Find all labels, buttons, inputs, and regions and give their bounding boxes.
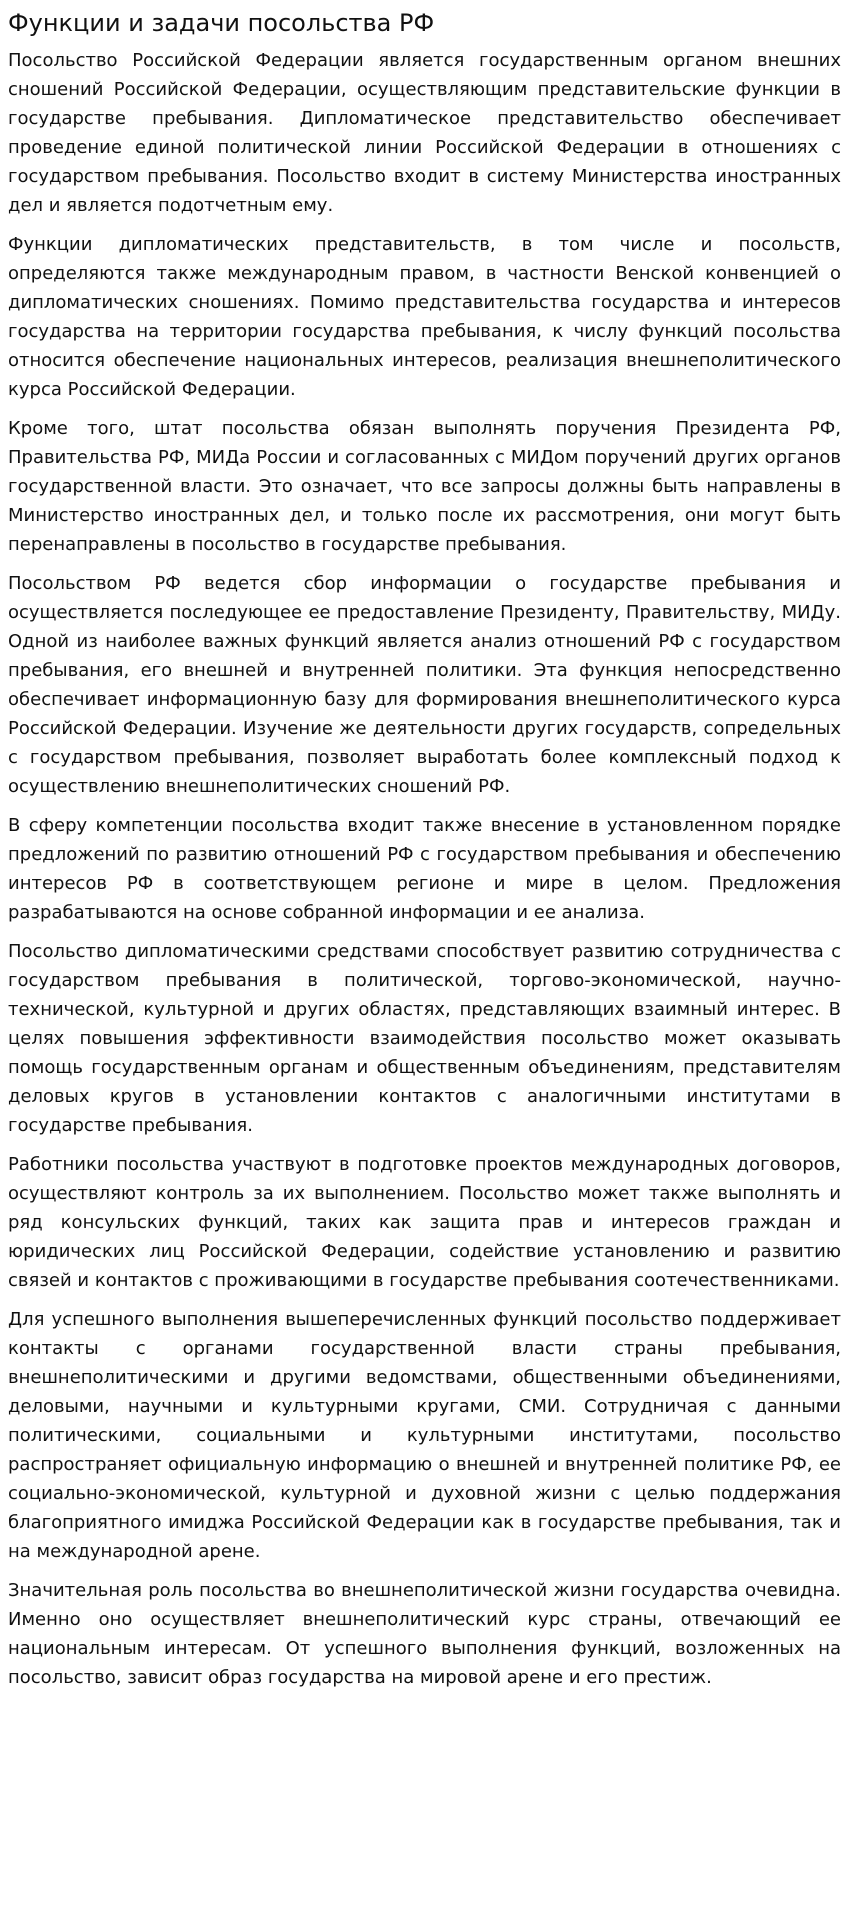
paragraph-4: Посольством РФ ведется сбор информации о государстве пребывания и осуществляется последующее ее предоставление Президенту, Правительству, МИДу. Одной из наиболее важных функций является анализ отношений РФ с государством пребывания, его внешней и внутренней политики. Эта функция непосредственно обеспечивает информационную базу для формирования внешнеполитического курса Российской Федерации. Изучение же деятельности других государств, сопредельных с государством пребывания, позволяет выработать более комплексный подход к осуществлению внешнеполитических сношений РФ. <box>8 573 841 797</box>
paragraph-7: Работники посольства участвуют в подготовке проектов международных договоров, осуществляют контроль за их выполнением. Посольство может также выполнять и ряд консульских функций, таких как защита прав и интересов граждан и юридических лиц Российской Федерации, содействие установлению и развитию связей и контактов с проживающими в государстве пребывания соотечественниками. <box>8 1154 841 1291</box>
paragraph-3: Кроме того, штат посольства обязан выполнять поручения Президента РФ, Правительства РФ, МИДа России и согласованных с МИДом поручений других органов государственной власти. Это означает, что все запросы должны быть направлены в Министерство иностранных дел, и только после их рассмотрения, они могут быть перенаправлены в посольство в государстве пребывания. <box>8 418 841 555</box>
page-title: Функции и задачи посольства РФ <box>8 9 435 37</box>
paragraph-1: Посольство Российской Федерации является государственным органом внешних сношений Российской Федерации, осуществляющим представительские функции в государстве пребывания. Дипломатическое представительство обеспечивает проведение единой политической линии Российской Федерации в отношениях с государством пребывания. Посольство входит в систему Министерства иностранных дел и является подотчетным ему. <box>8 50 841 216</box>
paragraph-5: В сферу компетенции посольства входит также внесение в установленном порядке предложений по развитию отношений РФ с государством пребывания и обеспечению интересов РФ в соответствующем регионе и мире в целом. Предложения разрабатываются на основе собранной информации и ее анализа. <box>8 815 841 923</box>
paragraph-8: Для успешного выполнения вышеперечисленных функций посольство поддерживает контакты с органами государственной власти страны пребывания, внешнеполитическими и другими ведомствами, общественными объединениями, деловыми, научными и культурными кругами, СМИ. Сотрудничая с данными политическими, социальными и культурными институтами, посольство распространяет официальную информацию о внешней и внутренней политике РФ, ее социально-экономической, культурной и духовной жизни с целью поддержания благоприятного имиджа Российской Федерации как в государстве пребывания, так и на международной арене. <box>8 1309 841 1562</box>
paragraph-9: Значительная роль посольства во внешнеполитической жизни государства очевидна. Именно оно осуществляет внешнеполитический курс страны, отвечающий ее национальным интересам. От успешного выполнения функций, возложенных на посольство, зависит образ государства на мировой арене и его престиж. <box>8 1580 841 1688</box>
paragraph-2: Функции дипломатических представительств, в том числе и посольств, определяются также международным правом, в частности Венской конвенцией о дипломатических сношениях. Помимо представительства государства и интересов государства на территории государства пребывания, к числу функций посольства относится обеспечение национальных интересов, реализация внешнеполитического курса Российской Федерации. <box>8 234 841 400</box>
paragraph-6: Посольство дипломатическими средствами способствует развитию сотрудничества с государством пребывания в политической, торгово-экономической, научно-технической, культурной и других областях, представляющих взаимный интерес. В целях повышения эффективности взаимодействия посольство может оказывать помощь государственным органам и общественным объединениям, представителям деловых кругов в установлении контактов с аналогичными институтами в государстве пребывания. <box>8 941 841 1136</box>
